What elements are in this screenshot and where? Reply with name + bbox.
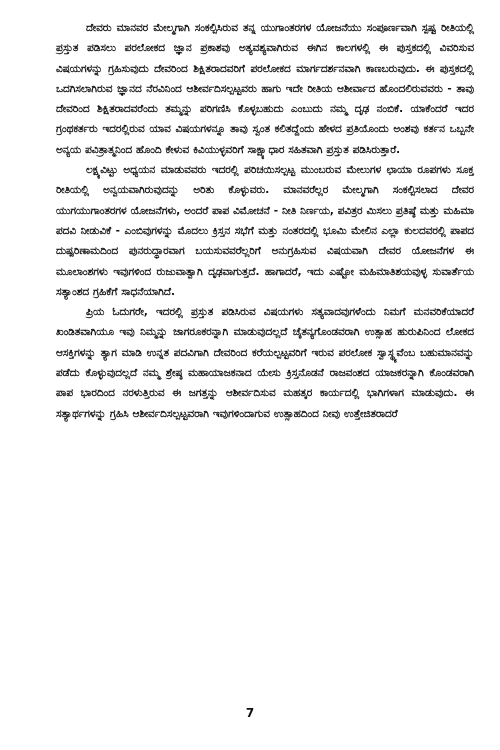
page-body <box>56 18 474 424</box>
paragraph-2: ಲಕ್ಷ್ಯವಿಟ್ಟು ಅಧ್ಯಯನ ಮಾಡುವವರು ಇದರಲ್ಲಿ ಪರಿಚಯಿಸಲ್ಪಟ್ಟ ಮುಂಬರುವ ಮೇಲುಗಳ ಛಾಯಾ ರೂಪಗಳು ಸೂಕ್ತ ರೀತಿಯಲ್ಲಿ ಅನ್ವಯವಾಗಿರುವುದನ್ನು ಅರಿತು ಕೊಳ್ಳುವರು. ಮಾನವರೆಲ್ಲರ ಮೇಲ್ಮಗಾಗಿ ಸಂಕಲ್ಪಿಸಲಾದ ದೇವರ ಯುಗಯುಗಾಂತರಗಳ ಯೋಜನೆಗಳು, ಅಂದರೆ ಪಾಪ ವಿಮೋಚನೆ - ನೀತಿ ನಿರ್ಣಯ, ಪವಿತ್ರರ ಮಿಸಲು ಪ್ರತಿಷ್ಠೆ ಮತ್ತು ಮಹಿಮಾ ಪದವಿ ನೀಡುವಿಕೆ - ಎಂಬಿವುಗಳನ್ನು ಮೊದಲು ಕ್ರಿಸ್ತನ ಸಭೆಗೆ ಮತ್ತು ನಂತರದಲ್ಲಿ ಭೂಮಿ ಮೇಲಿನ ಎಲ್ಲಾ ಕುಲದವರಲ್ಲಿ ಪಾಪದ ದುಷ್ಪರಿಣಾಮದಿಂದ ಪುನರುದ್ಧಾರವಾಗ ಬಯಸುವವರೆಲ್ಲರಿಗೆ ಅನುಗ್ರಹಿಸುವ ವಿಷಯವಾಗಿ ದೇವರ ಯೋಜನೆಗಳ ಈ ಮೂಲಾಂಶಗಳು ಇವುಗಳಿಂದ ರುಜುವಾತ್ವಾಗಿ ದೃಢವಾಗುತ್ತದೆ. ಹಾಗಾದರೆ, ಇದು ಎಷ್ಟೋ ಮಹಿಮಾತಿಶಯವುಳ್ಳ ಸುವಾರ್ತೆಯ ಸತ್ಯಾಂಶದ ಗ್ರಹಿಕೆಗೆ ಸಾಧನೆಯಾಗಿದೆ. <box>56 164 474 298</box>
paragraph-3: ಪ್ರಿಯ ಓದುಗರೇ, ಇದರಲ್ಲಿ ಪ್ರಸ್ತುತ ಪಡಿಸಿರುವ ವಿಷಯಗಳು ಸತ್ಯವಾದವುಗಳೆಂದು ನಿಮಗೆ ಮನವರಿಕೆಯಾದರೆ ಖಂಡಿತವಾಗಿಯೂ ಇವು ನಿಮ್ಮನ್ನು ಜಾಗರೂಕರನ್ನಾಗಿ ಮಾಡುವುದಲ್ಲದೆ ಚೈತನ್ಯಗೊಂಡವರಾಗಿ ಉತ್ಸಾಹ ಹುರುಪಿನಿಂದ ಲೋಕದ ಆಸಕ್ತಿಗಳನ್ನು ತ್ಯಾಗ ಮಾಡಿ ಉನ್ನತ ಪದವಿಗಾಗಿ ದೇವರಿಂದ ಕರೆಯಲ್ಪಟ್ಟವರಿಗೆ ಇರುವ ಪರಲೋಕ ಸ್ವಾಸ್ಥ್ಯವೆಂಬ ಬಹುಮಾನವನ್ನು ಪಡೆದು ಕೊಳ್ಳುವುದಲ್ಲದೆ ನಮ್ಮ ಶ್ರೇಷ್ಠ ಮಹಾಯಾಜಕನಾದ ಯೇಸು ಕ್ರಿಸ್ತನೊಡನೆ ರಾಜವಂಶದ ಯಾಜಕರನ್ನಾಗಿ ಕೊಂಡವರಾಗಿ ಪಾಪ ಭಾರದಿಂದ ನರಳುತ್ತಿರುವ ಈ ಜಗತ್ತನ್ನು ಆಶೀರ್ವದಿಸುವ ಮಹತ್ಕರ ಕಾರ್ಯದಲ್ಲಿ ಭಾಗಿಗಳಾಗ ಮಾಡುವುದು. ಈ ಸತ್ಯಾರ್ಥಗಳನ್ನು ಗ್ರಹಿಸಿ ಆಶೀರ್ವದಿಸಲ್ಪಟ್ಟವರಾಗಿ ಇವುಗಳಿಂದಾಗುವ ಉತ್ಸಾಹದಿಂದ ನೀವು ಉತ್ತೇಜಿತರಾದರೆ <box>56 306 474 420</box>
paragraph-1: ದೇವರು ಮಾನವರ ಮೇಲ್ಮಗಾಗಿ ಸಂಕಲ್ಪಿಸಿರುವ ತನ್ನ ಯುಗಾಂತರಗಳ ಯೋಜನೆಯು ಸಂಪೂರ್ಣವಾಗಿ ಸ್ಪಷ್ಟ ರೀತಿಯಲ್ಲಿ ಪ್ರಸ್ತುತ ಪಡಿಸಲು ಪರಲೋಕದ ಜ್ಞಾನ ಪ್ರಕಾಶವು ಅತ್ಯವಶ್ಯವಾಗಿರುವ ಈಗಿನ ಕಾಲಗಳಲ್ಲಿ ಈ ಪುಸ್ತಕದಲ್ಲಿ ವಿವರಿಸುವ ವಿಷಯಗಳನ್ನು ಗ್ರಹಿಸುವುದು ದೇವರಿಂದ ಶಿಕ್ಷಿತರಾದವರಿಗೆ ಪರಲೋಕದ ಮಾರ್ಗದರ್ಶನವಾಗಿ ಕಾಣಬರುವುದು. ಈ ಪುಸ್ತಕದಲ್ಲಿ ಒದಗಿಸಲಾಗಿರುವ ಜ್ಞಾನದ ನೆರವಿನಿಂದ ಆಶೀರ್ವದಿಸಲ್ಪಟ್ಟವರು ಹಾಗು ಇದೇ ರೀತಿಯ ಆಶೀರ್ವಾದ ಹೊಂದಲಿರುವವರು - ತಾವು ದೇವರಿಂದ ಶಿಕ್ಷಿತರಾದವರೆಂದು ತಮ್ಮನ್ನು ಪರಿಗಣಿಸಿ ಕೊಳ್ಳಬಹುದು ಎಂಬುದು ನಮ್ಮ ದೃಢ ನಂಬಿಕೆ. ಯಾಕೆಂದರೆ ಇದರ ಗ್ರಂಥಕರ್ತರು ಇದರಲ್ಲಿರುವ ಯಾವ ವಿಷಯಗಳನ್ನೂ ತಾವು ಸ್ವಂತ ಕಲಿತದ್ದೆಂದು ಹೇಳದ ಪ್ರತಿಯೊಂದು ಅಂಶವು ಕರ್ತನ ಒಬ್ಬನೇ ಅನ್ಯಯ ಪವಿತ್ರಾತ್ಮನಿಂದ ಹೊಂದಿ ಕೇಳುವ ಕಿವಿಯುಳ್ಳವರಿಗೆ ಸಾಕ್ಷ್ಯಾಧಾರ ಸಹಿತವಾಗಿ ಪ್ರಸ್ತುತ ಪಡಿಸಿರುತ್ತಾರೆ. <box>56 22 474 156</box>
page-number: 7 <box>245 706 255 720</box>
